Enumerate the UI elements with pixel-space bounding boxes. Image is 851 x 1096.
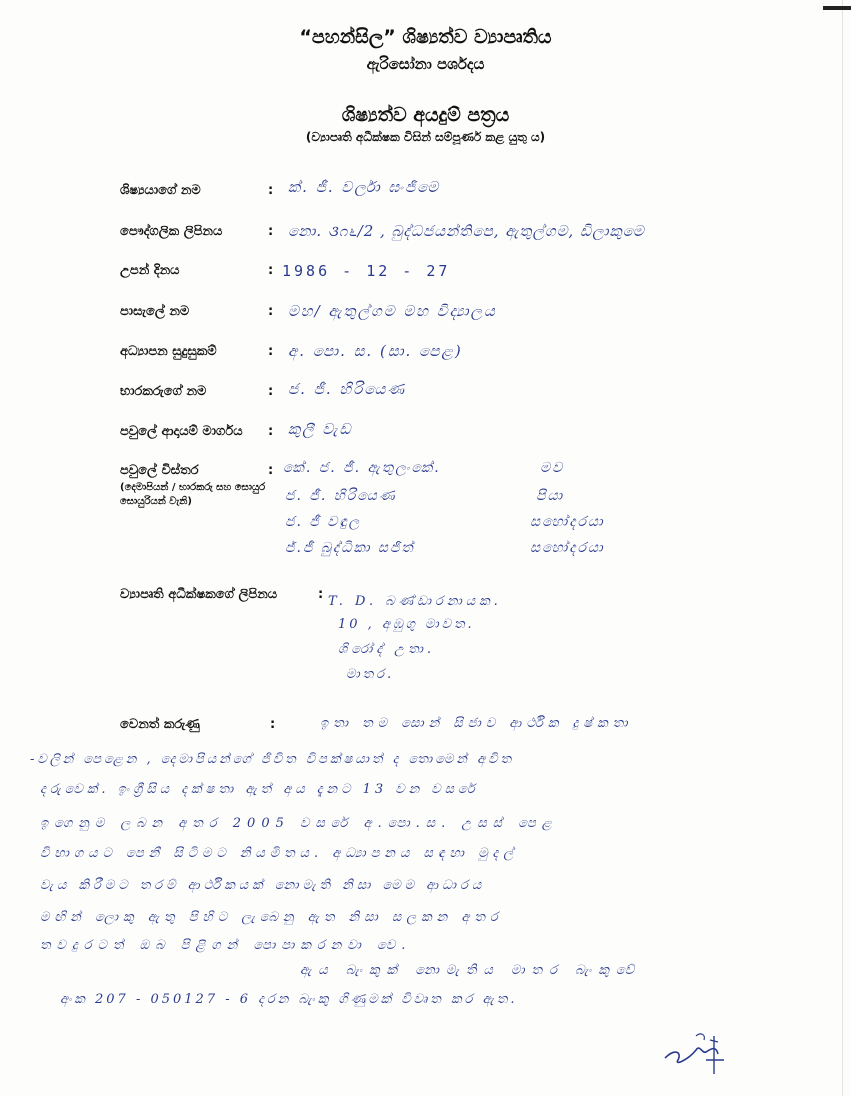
remarks-line: අංක 207 - 050127 - 6 දරන බැංකු ගිණුමක් විවෘත කර ඇත. — [60, 992, 518, 1007]
qualifications-value: අ. පො. ස. (සා. පෙළ) — [288, 342, 463, 360]
colon: : — [268, 263, 274, 278]
colon: : — [268, 183, 274, 198]
council-name: ඇරිසෝනා පර්ශදය — [366, 55, 485, 73]
supervisor-address-line: 10 , අඹුගු මාවත. — [338, 617, 475, 632]
supervisor-address-line: මාතර. — [346, 667, 395, 682]
school-value: මහ/ ඇතුල්ගම මහ විද්‍යාලය — [288, 302, 497, 320]
colon: : — [268, 463, 274, 478]
remarks-line: ඉතා තම සොන් සිජාව ආර්ථික දුෂ්කතා — [320, 716, 633, 731]
family-member-relation: සහෝදරයා — [530, 540, 605, 556]
student-name-value: ක්. ජී. වර්ලා ඝංජිමෙ — [288, 178, 441, 196]
supervisor-address-line: ශිරෝද් උතා. — [338, 642, 436, 657]
page-edge — [842, 0, 843, 1096]
colon: : — [268, 384, 274, 399]
family-member-name: ජ්.ජී බුද්ධිකා සජිත් — [285, 540, 415, 556]
remarks-label: වෙනත් කරුණු — [120, 717, 200, 732]
corner-mark — [823, 6, 851, 10]
remarks-line: මඟින් ලොකු ඇතු පිහිට ලැබෙනු ඇත නිසා සලකන අතර — [40, 910, 503, 925]
colon: : — [268, 304, 274, 319]
remarks-line: තවදුරටත් ඔබ පිළිගන් පොපාකරනවා වෙ. — [40, 938, 412, 953]
remarks-line: වැය කිරීමට තරම් ආර්ථිකයක් නොමැති නිසා මෙම ආධාරය — [40, 878, 486, 893]
family-note: (දෙමාපියන් / භාරකරු සහ සොයුර සොයුරියන් වැනි) — [120, 482, 266, 507]
guardian-value: ජ. ජී. හිරියෙණ — [288, 380, 407, 398]
income-value: කුලී වැඩ — [288, 420, 353, 438]
supervisor-address-label: ව්‍යාපෘති අධීක්ෂකගේ ලිපිනය — [120, 587, 278, 602]
remarks-line: දරුවෙක්. ඉංග්‍රීසිය දක්ෂතා ඇත් අය දැනට 13 වන වසරේ — [40, 782, 479, 797]
income-label: පවුලේ ආදායම් මාර්ගය — [120, 424, 243, 439]
form-title: ශිෂ්‍යත්ව අයදුම් පත්‍රය — [341, 104, 510, 126]
family-member-name: කේ. ජ. ජී. ඇතුලංකේ. — [283, 460, 441, 476]
family-label: පවුලේ විස්තර — [120, 463, 199, 478]
family-member-name: ජ. ජී වඳුල — [285, 514, 362, 530]
remarks-line: -වලින් පෙළෙන , දෙමාපියන්ගේ ජිවිත විපක්ෂයාත් ද තොමෙන් අවිත — [30, 752, 515, 767]
colon: : — [268, 344, 274, 359]
family-member-relation: සහෝදරයා — [530, 514, 605, 530]
qualifications-label: අධ්‍යාපන සුදුසුකම් — [120, 344, 217, 359]
family-member-relation: මව — [540, 460, 565, 476]
student-name-label: ශිෂ්‍යයාගේ නම — [120, 183, 201, 198]
colon: : — [270, 717, 276, 732]
project-title: “පහන්සිල” ශිෂ්‍යත්ව ව්‍යාපෘතිය — [299, 26, 552, 48]
family-member-relation: පියා — [536, 488, 565, 504]
form-instruction: (ව්‍යාපෘති අධීක්ෂක විසින් සම්පූර්ණ කළ යුතු ය) — [305, 130, 546, 144]
remarks-line: විභාගයට පෙනී සිටිමට නියමිතය. අධ්‍යාපනය සඳහා මුදල් — [40, 846, 519, 861]
remarks-line: ඉගෙනුම ලබන අතර 2005 වසරේ අ.පො.ස. උසස් පෙළ — [40, 816, 558, 831]
colon: : — [268, 224, 274, 239]
school-label: පාසැලේ නම — [120, 304, 190, 319]
guardian-label: භාරකරුගේ නම — [120, 384, 207, 399]
colon: : — [318, 587, 324, 602]
birthday-value: 1986 - 12 - 27 — [282, 262, 451, 280]
signature-icon — [660, 1030, 780, 1080]
remarks-line: ඇය බැංකුක් නොමැතිය මාතර බැංකුවේ — [300, 963, 642, 978]
address-value: නො. ૩೧೬/2 , බුද්ධජයන්තිපෙ, ඇතුල්ගම, ඩිලාකුමෙ — [288, 222, 645, 240]
birthday-label: උපන් දිනය — [120, 263, 180, 278]
supervisor-address-line: T. D. බණ්ඩාරනායක. — [328, 594, 502, 609]
family-member-name: ජ. ජී. හිරියෙණ — [285, 488, 397, 504]
address-label: පෞද්ගලික ලිපිනය — [120, 224, 223, 239]
colon: : — [268, 424, 274, 439]
